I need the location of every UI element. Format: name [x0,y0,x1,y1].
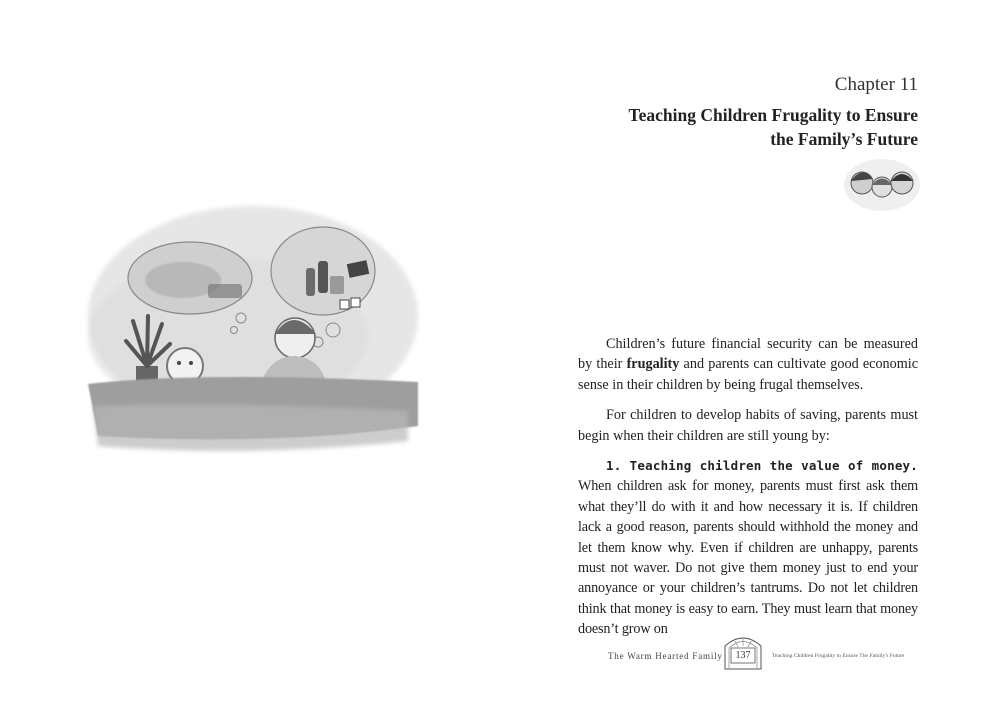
frugality-emphasis: frugality [626,356,680,373]
body-text [578,334,918,650]
paragraph-1 [578,334,918,395]
point-1-heading: 1. Teaching children the value of money. [606,458,918,474]
chapter-title [578,103,918,151]
footer-book-title: The Warm Hearted Family [608,651,723,661]
chapter-number: Chapter 11 [834,74,918,95]
paragraph-1-part-2: and parents can cultivate good economic sense in their children by being frugal themselves. [578,356,919,393]
chapter-title-line-1: Teaching Children Frugality to Ensure [628,105,918,125]
child-daydreaming-illustration-icon [78,196,423,461]
chapter-title-line-2: the Family’s Future [770,129,918,149]
family-faces-icon [842,155,922,213]
paragraph-1-part-1: Children’s future financial security can be measured by their [578,336,918,373]
paragraph-2: For children to develop habits of saving, parents must begin when their children are still young by: [578,407,918,444]
footer-running-title: Teaching Children Frugality to Ensure The Family's Future [772,653,905,659]
point-1-text: When children ask for money, parents must first ask them what they’ll do with it and how necessary it is. If children lack a good reason, parents should withhold the money and let them know why. Even if children are unhappy, parents must not waver. Do not give them money just to end your annoyance or your children’s tantrums. Do not let children think that money is easy to earn. They must learn that money doesn’t grow on [578,478,918,638]
paragraph-3 [578,456,918,640]
page-number: 137 [735,650,751,661]
